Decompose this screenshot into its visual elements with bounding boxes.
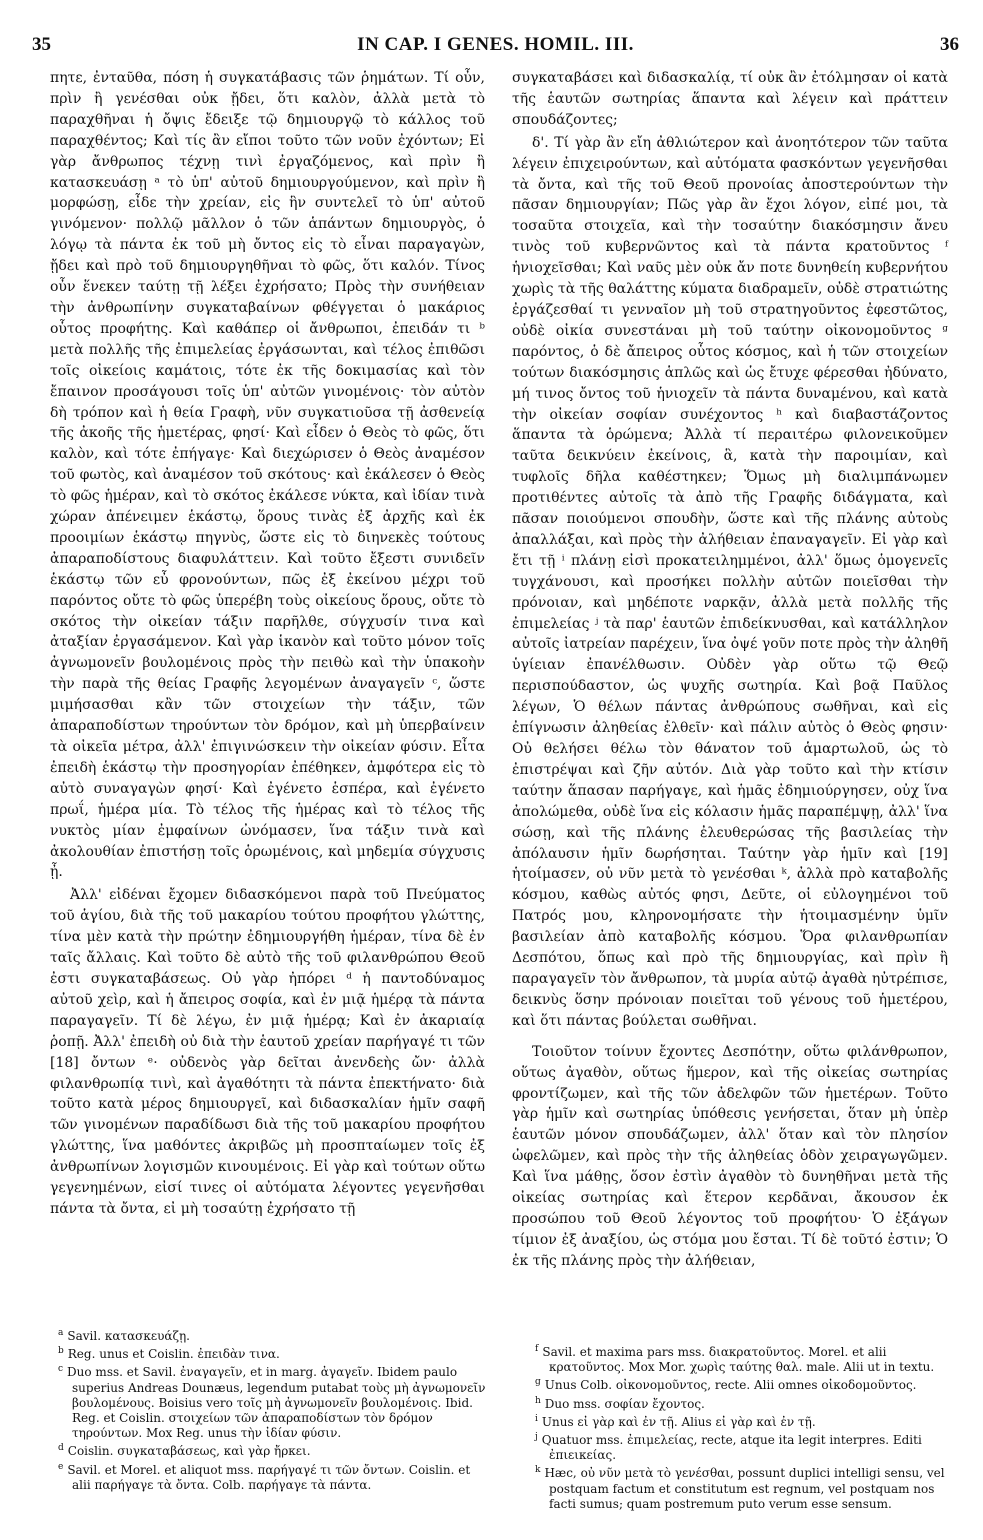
- footnote: [535, 1430, 947, 1463]
- footnotes-right: [535, 1342, 947, 1512]
- footnote-text: Savil. κατασκευάζῃ.: [67, 1329, 190, 1343]
- footnote: [58, 1362, 486, 1441]
- footnote-text: Unus Colb. οἰκονομοῦντος, recte. Alii omnes οἰκοδομοῦντος.: [544, 1378, 917, 1393]
- footnote: [58, 1344, 486, 1362]
- footnote: [535, 1394, 947, 1412]
- footnote-marker: g: [535, 1377, 541, 1388]
- footnote-text: Savil. et maxima pars mss. διακρατοῦντος. Morel. et alii κρατοῦντος. Mox Mor. χωρὶς ταύτης θαλ. male. Alii ut in textu.: [542, 1345, 935, 1375]
- paragraph: δ'. Τί γὰρ ἂν εἴη ἀθλιώτερον καὶ ἀνοητότερον τῶν ταῦτα λέγειν ἐπιχειρούντων, καὶ αὐτόματα φασκόντων γεγενῆσθαι τὰ ὄντα, καὶ τῆς τοῦ Θεοῦ προνοίας ἀποστερούντων τὴν πᾶσαν δημιουργίαν; Πῶς γὰρ ἂν ἔχοι λόγον, εἰπέ μοι, τὰ τοσαῦτα στοιχεῖα, καὶ τὴν τοσαύτην διακόσμησιν ἄνευ τινὸς τοῦ κυβερνῶντος καὶ τὰ πάντα κρατοῦντος ᶠ ἡνιοχεῖσθαι; Καὶ ναῦς μὲν οὐκ ἄν ποτε δυνηθείη κυβερνήτου χωρὶς τὰ τῆς θαλάττης κύματα διαδραμεῖν, οὐδὲ στρατιώτης ἐργάζεσθαί τι γενναῖον μὴ τοῦ στρατηγοῦντος ἐφεστῶτος, οὐδὲ οἰκία συνεστάναι μὴ τοῦ ταύτην οἰκονομοῦντος ᵍ παρόντος, ὁ δὲ ἄπειρος οὗτος κόσμος, καὶ ἡ τῶν στοιχείων τούτων διακόσμησις ἁπλῶς καὶ ὡς ἔτυχε φέρεσθαι ἠδύνατο, μή τινος ὄντος τοῦ ἡνιοχεῖν τὰ πάντα δυναμένου, καὶ κατὰ τὴν οἰκείαν σοφίαν συνέχοντος ʰ καὶ διαβαστάζοντος ἅπαντα τὰ ὁρώμενα; Ἀλλὰ τί περαιτέρω φιλονεικοῦμεν ταῦτα δεικνύειν ἐκείνοις, ἃ, κατὰ τὴν παροιμίαν, καὶ τυφλοῖς δῆλα καθέστηκεν; Ὅμως μὴ διαλιμπάνωμεν προτιθέντες αὐτοῖς τὰ ἀπὸ τῆς Γραφῆς διδάγματα, καὶ πᾶσαν ποιούμενοι σπουδὴν, ὥστε καὶ τῆς πλάνης αὐτοὺς ἀπαλλάξαι, καὶ πρὸς τὴν ἀλήθειαν ἐπαναγαγεῖν. Εἰ γὰρ καὶ ἔτι τῇ ⁱ πλάνῃ εἰσὶ προκατειλημμένοι, ἀλλ' ὅμως ὁμογενεῖς τυγχάνουσι, καὶ προσήκει πολλὴν αὐτῶν ποιεῖσθαι τὴν πρόνοιαν, καὶ μηδέποτε ναρκᾷν, ἀλλὰ μετὰ πολλῆς τῆς ἐπιμελείας ʲ τὰ παρ' ἑαυτῶν ἐπιδείκνυσθαι, καὶ κατάλληλον αὐτοῖς ἰατρείαν παρέχειν, ἵνα ὀψέ γοῦν ποτε πρὸς τὴν ἀληθῆ ὑγίειαν ἐπανέλθωσιν. Οὐδὲν γὰρ οὕτω τῷ Θεῷ περισπούδαστον, ὡς ψυχῆς σωτηρία. Καὶ βοᾷ Παῦλος λέγων, Ὁ θέλων πάντας ἀνθρώπους σωθῆναι, καὶ εἰς ἐπίγνωσιν ἀληθείας ἐλθεῖν· καὶ πάλιν αὐτὸς ὁ Θεὸς φησιν· Οὐ θελήσει θέλω τὸν θάνατον τοῦ ἁμαρτωλοῦ, ὡς τὸ ἐπιστρέψαι καὶ ζῆν αὐτόν. Διὰ γὰρ τοῦτο καὶ τὴν κτίσιν ταύτην ἅπασαν παρήγαγε, καὶ ἡμᾶς ἐδημιούργησεν, οὐχ ἵνα ἀπολώμεθα, οὐδὲ ἵνα εἰς κόλασιν ἡμᾶς παραπέμψῃ, ἀλλ' ἵνα σώσῃ, καὶ τῆς πλάνης ἐλευθερώσας τῆς βασιλείας τὴν ἀπόλαυσιν ἡμῖν δωρήσηται. Ταύτην γὰρ ἡμῖν καὶ [19] ἡτοίμασεν, οὐ νῦν μετὰ τὸ γενέσθαι ᵏ, ἀλλὰ πρὸ καταβολῆς κόσμου, καθὼς αὐτός φησι, Δεῦτε, οἱ εὐλογημένοι τοῦ Πατρός μου, κληρονομήσατε τὴν ἡτοιμασμένην ὑμῖν βασιλείαν ἀπὸ καταβολῆς κόσμου. Ὅρα φιλανθρωπίαν Δεσπότου, ὅπως καὶ πρὸ τῆς δημιουργίας, καὶ πρὶν ἢ παραγαγεῖν τὸν ἄνθρωπον, τὰ μυρία αὐτῷ ἀγαθὰ ηὐτρέπισε, δεικνὺς ὅσην πρόνοιαν ποιεῖται τοῦ γένους τοῦ ἡμετέρου, καὶ ὅτι πάντας βούλεται σωθῆναι.: [512, 134, 948, 1029]
- paragraph: συγκαταβάσει καὶ διδασκαλίᾳ, τί οὐκ ἂν ἐτόλμησαν οἱ κατὰ τῆς ἑαυτῶν σωτηρίας ἅπαντα καὶ λέγειν καὶ πράττειν σπουδάζοντες;: [512, 70, 948, 128]
- footnote-marker: i: [535, 1413, 538, 1424]
- footnote: [58, 1441, 486, 1459]
- footnote-marker: h: [535, 1395, 541, 1406]
- footnote-marker: f: [535, 1344, 539, 1354]
- footnote-marker: a: [58, 1328, 64, 1338]
- footnote-text: Unus εἰ γὰρ καὶ ἐν τῇ. Alius εἰ γὰρ καὶ ἐν τῇ.: [541, 1414, 816, 1429]
- footnote-text: Quatuor mss. ἐπιμελείας, recte, atque ita legit interpres. Editi ἐπιεικείας.: [541, 1433, 922, 1463]
- footnote: [58, 1460, 486, 1493]
- running-title: IN CAP. I GENES. HOMIL. III.: [357, 34, 634, 55]
- footnote-text: Duo mss. σοφίαν ἔχοντος.: [544, 1396, 705, 1411]
- footnote: [535, 1342, 947, 1375]
- footnote: [535, 1412, 947, 1430]
- footnote-marker: b: [58, 1346, 64, 1357]
- footnote-text: Coislin. συγκαταβάσεως, καὶ γὰρ ἤρκει.: [67, 1444, 311, 1459]
- paragraph: Τοιοῦτον τοίνυν ἔχοντες Δεσπότην, οὕτω φιλάνθρωπον, οὕτως ἀγαθὸν, οὕτως ἥμερον, καὶ τῆς οἰκείας σωτηρίας φροντίζωμεν, καὶ τῆς τῶν ἀδελφῶν τῶν ἡμετέρων. Τοῦτο γὰρ ἡμῖν καὶ σωτηρίας ὑπόθεσις γενήσεται, ὅταν μὴ ὑπὲρ ἑαυτῶν μόνον σπουδάζωμεν, ἀλλ' ὅταν καὶ τὸν πλησίον ὠφελῶμεν, καὶ πρὸς τὴν τῆς ἀληθείας ὁδὸν χειραγωγῶμεν. Καὶ ἵνα μάθῃς, ὅσον ἐστὶν ἀγαθὸν τὸ δυνηθῆναι μετὰ τῆς οἰκείας σωτηρίας καὶ ἕτερον κερδᾶναι, ἄκουσον ἐκ προσώπου τοῦ Θεοῦ λέγοντος τοῦ προφήτου· Ὁ ἐξάγων τίμιον ἐξ ἀναξίου, ὡς στόμα μου ἔσται. Τί δὲ τοῦτό ἐστιν; Ὁ ἐκ τῆς πλάνης πρὸς τὴν ἀλήθειαν,: [512, 1043, 948, 1269]
- footnote: [58, 1326, 486, 1344]
- footnote-marker: d: [58, 1443, 64, 1454]
- footnote-marker: e: [58, 1461, 64, 1472]
- paragraph: Ἀλλ' εἰδέναι ἔχομεν διδασκόμενοι παρὰ τοῦ Πνεύματος τοῦ ἁγίου, διὰ τῆς τοῦ μακαρίου τούτου προφήτου γλώττης, τίνα μὲν κατὰ τὴν πρώτην ἐδημιουργήθη ἡμέραν, τίνα δὲ ἐν ταῖς ἄλλαις. Καὶ τοῦτο δὲ αὐτὸ τῆς τοῦ φιλανθρώπου Θεοῦ ἐστι συγκαταβάσεως. Οὐ γὰρ ἠπόρει ᵈ ἡ παντοδύναμος αὐτοῦ χεὶρ, καὶ ἡ ἄπειρος σοφία, καὶ ἐν μιᾷ ἡμέρᾳ τὰ πάντα παραγαγεῖν. Τί δὲ λέγω, ἐν μιᾷ ἡμέρᾳ; Καὶ ἐν ἀκαριαίᾳ ῥοπῇ. Ἀλλ' ἐπειδὴ οὐ διὰ τὴν ἑαυτοῦ χρείαν παρήγαγέ τι τῶν [18] ὄντων ᵉ· οὐδενὸς γὰρ δεῖται ἀνενδεὴς ὤν· ἀλλὰ φιλανθρωπίᾳ τινὶ, καὶ ἀγαθότητι τὰ πάντα ἐπεκτήνατο· διὰ τοῦτο κατὰ μέρος δημιουργεῖ, καὶ διδασκαλίαν ἡμῖν σαφῆ τῶν γινομένων παραδίδωσι διὰ τῆς τοῦ μακαρίου προφήτου γλώττης, ἵνα μαθόντες ἀκριβῶς μὴ προσπταίωμεν τοῖς ἐξ ἀνθρωπίνων λογισμῶν κινουμένοις. Εἰ γὰρ καὶ τούτων οὕτω γεγενημένων, εἰσί τινες οἱ αὐτόματα λέγοντες γεγενῆσθαι πάντα τὰ ὄντα, εἰ μὴ τοσαύτῃ ἐχρήσατο τῇ: [50, 887, 485, 1217]
- footnote: [535, 1375, 947, 1393]
- footnote: [535, 1463, 947, 1512]
- footnote-text: Hæc, οὐ νῦν μετὰ τὸ γενέσθαι, possunt duplici intelligi sensu, vel postquam factum et constitutum est regnum, vel postquam nos facti sumus; quam postremum puto verum esse sensum.: [544, 1466, 945, 1511]
- footnote-text: Duo mss. et Savil. ἐναγαγεῖν, et in marg. ἀγαγεῖν. Ibidem paulo superius Andreas Dounæus, legendum putabat τοὺς μὴ ἀγνωμονεῖν βουλομένους. Boisius vero τοῖς μὴ ἀγνωμονεῖν βουλομένοις. Ibid. Reg. et Coislin. στοιχείων τῶν ἀπαραποδίστων τὸν δρόμον τηρούντων. Mox Reg. unus τὴν ἰδίαν φύσιν.: [67, 1365, 486, 1441]
- left-text-column: [50, 68, 485, 1220]
- footnote-marker: c: [58, 1364, 64, 1375]
- footnote-text: Reg. unus et Coislin. ἐπειδὰν τινα.: [67, 1347, 280, 1362]
- paragraph: πητε, ἐνταῦθα, πόση ἡ συγκατάβασις τῶν ῥημάτων. Τί οὖν, πρὶν ἢ γενέσθαι οὐκ ᾔδει, ὅτι καλὸν, ἀλλὰ μετὰ τὸ παραχθῆναι ἡ ὄψις ἔδειξε τῷ δημιουργῷ τὸ κάλλος τοῦ παραχθέντος; Καὶ τίς ἂν εἴποι τοῦτο τῶν νοῦν ἐχόντων; Εἰ γὰρ ἄνθρωπος τέχνῃ τινὶ ἐργαζόμενος, καὶ πρὶν ἢ κατασκευάσῃ ᵃ τὸ ὑπ' αὐτοῦ δημιουργούμενον, καὶ πρὶν ἢ μορφώσῃ, εἶδε τὴν χρείαν, εἰς ἣν συντελεῖ τὸ ὑπ' αὐτοῦ γινόμενον· πολλῷ μᾶλλον ὁ τῶν ἁπάντων δημιουργὸς, ὁ λόγῳ τὰ πάντα ἐκ τοῦ μὴ ὄντος εἰς τὸ εἶναι παραγαγὼν, ᾔδει καὶ πρὸ τοῦ δημιουργηθῆναι τὸ φῶς, ὅτι καλόν. Τίνος οὖν ἕνεκεν ταύτῃ τῇ λέξει ἐχρήσατο; Πρὸς τὴν συνήθειαν τὴν ἀνθρωπίνην συγκαταβαίνων φθέγγεται ὁ μακάριος οὗτος προφήτης. Καὶ καθάπερ οἱ ἄνθρωποι, ἐπειδάν τι ᵇ μετὰ πολλῆς τῆς ἐπιμελείας ἐργάσωνται, καὶ τέλος ἐπιθῶσι τοῖς οἰκείοις καμάτοις, τότε ἐκ τῆς δοκιμασίας καὶ τὸν ἔπαινον προσάγουσι τοῖς ὑπ' αὐτῶν γινομένοις· τὸν αὐτὸν δὴ τρόπον καὶ ἡ θεία Γραφὴ, νῦν συγκατιοῦσα τῇ ἀσθενείᾳ τῆς ἀκοῆς τῆς ἡμετέρας, φησί· Καὶ εἶδεν ὁ Θεὸς τὸ φῶς, ὅτι καλὸν, καὶ τότε ἐπήγαγε· Καὶ διεχώρισεν ὁ Θεὸς ἀναμέσον τοῦ φωτὸς, καὶ ἀναμέσον τοῦ σκότους· καὶ ἐκάλεσεν ὁ Θεὸς τὸ φῶς ἡμέραν, καὶ τὸ σκότος ἐκάλεσε νύκτα, καὶ ἰδίαν τινὰ χώραν ἀπένειμεν ἑκάστῳ, ὅρους τινὰς ἐξ ἀρχῆς καὶ ἐκ προοιμίων ἑκάστῳ πηγνὺς, ὥστε εἰς τὸ διηνεκὲς τούτους ἀπαραποδίστους διαφυλάττειν. Καὶ τοῦτο ἔξεστι συνιδεῖν ἑκάστῳ τῶν εὖ φρονούντων, πῶς ἐξ ἐκείνου μέχρι τοῦ παρόντος οὔτε τὸ φῶς ὑπερέβη τοὺς οἰκείους ὅρους, οὔτε τὸ σκότος τὴν οἰκείαν τάξιν παρῆλθε, σύγχυσίν τινα καὶ ἀταξίαν ἐργασάμενον. Καὶ γὰρ ἱκανὸν καὶ τοῦτο μόνον τοῖς ἀγνωμονεῖν βουλομένοις πρὸς τὴν πειθὼ καὶ τὴν ὑπακοὴν τὴν παρὰ τῆς θείας Γραφῆς λεγομένων ἀναγαγεῖν ᶜ, ὥστε μιμήσασθαι κἂν τῶν στοιχείων τὴν τάξιν, τῶν ἀπαραποδίστων τηρούντων τὸν δρόμον, καὶ μὴ ὑπερβαίνειν τὰ οἰκεῖα μέτρα, ἀλλ' ἐπιγινώσκειν τὴν οἰκείαν φύσιν. Εἶτα ἐπειδὴ ἑκάστῳ τὴν προσηγορίαν ἐπέθηκεν, ἀμφότερα εἰς τὸ αὐτὸ συναγαγὼν φησί· Καὶ ἐγένετο ἑσπέρα, καὶ ἐγένετο πρωΐ, ἡμέρα μία. Τὸ τέλος τῆς ἡμέρας καὶ τὸ τέλος τῆς νυκτὸς μίαν ἐμφαίνων ὠνόμασεν, ἵνα τάξιν τινὰ καὶ ἀκολουθίαν ἐπιστήσῃ τοῖς ὁρωμένοις, καὶ μηδεμία σύγχυσις ᾖ.: [50, 70, 485, 881]
- footnote-marker: k: [535, 1465, 541, 1476]
- running-header: [32, 34, 959, 58]
- right-text-column: [512, 68, 948, 1272]
- page-number-right: 36: [940, 34, 959, 55]
- footnote-text: Savil. et Morel. et aliquot mss. παρήγαγέ τι τῶν ὄντων. Coislin. et alii παρήγαγε τὰ ὄντα. Colb. παρήγαγε τὰ πάντα.: [67, 1462, 471, 1492]
- footnote-marker: j: [535, 1432, 538, 1443]
- page-number-left: 35: [32, 34, 51, 55]
- footnotes-left: [58, 1326, 486, 1493]
